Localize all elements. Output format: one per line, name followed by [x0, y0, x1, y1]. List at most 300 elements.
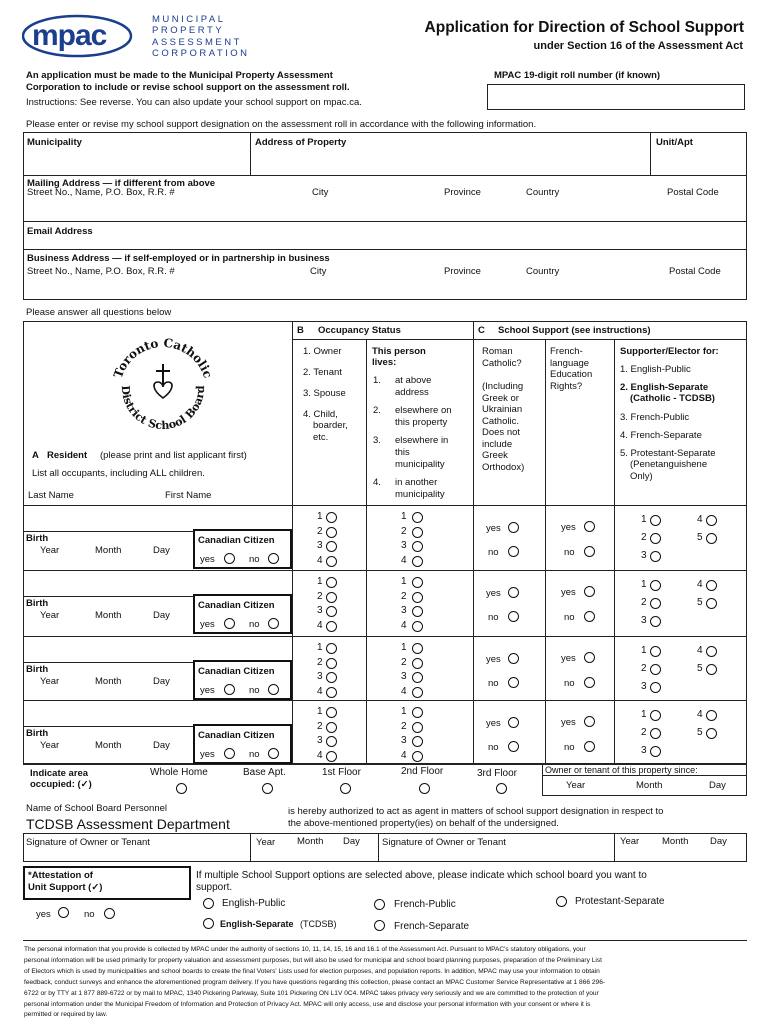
- status-number: 1: [317, 511, 323, 522]
- sign-day-field[interactable]: Day: [343, 836, 360, 847]
- area-option-radio[interactable]: [419, 783, 430, 794]
- status-number: 2: [317, 525, 323, 537]
- business-province-field[interactable]: Province: [444, 266, 481, 277]
- lives-radio[interactable]: [412, 541, 423, 552]
- lives-radio[interactable]: [412, 621, 423, 632]
- lives-title: This person: [372, 346, 426, 357]
- lives-radio[interactable]: [412, 643, 423, 654]
- birth-day-field[interactable]: Day: [153, 545, 170, 556]
- supporter-option: 2. English-Separate: [620, 382, 709, 393]
- citizen-no-radio[interactable]: [268, 553, 279, 564]
- lives-number: 1: [401, 511, 407, 522]
- privacy-line: personal information will be used primarily for property valuation and assessment purposes, but will also be used for municipal and school board planning purposes, preparation of the Preliminary List: [24, 956, 602, 964]
- lives-option: this property: [395, 417, 448, 428]
- lives-radio[interactable]: [412, 512, 423, 523]
- supporter-option: (Catholic - TCDSB): [630, 393, 715, 404]
- first-name-header: First Name: [165, 490, 212, 501]
- fr-line: Rights?: [550, 380, 583, 392]
- fr-no-radio[interactable]: [584, 741, 595, 752]
- attest-no-radio[interactable]: [104, 908, 115, 919]
- lives-number: 4: [401, 685, 407, 697]
- lives-option: this: [395, 447, 410, 458]
- fr-yes-radio[interactable]: [584, 716, 595, 727]
- fr-yes-radio[interactable]: [584, 652, 595, 663]
- privacy-line: The personal information that you provide is collected by MPAC under the authority of sections 10, 11, 14, 15, 16 and 16.1 of the Assessment Act. Pursuant to MPAC's statutory obligations, your: [24, 946, 586, 953]
- privacy-line: of Electors which is used by municipalities and school boards to create the final Voters' Lists used for election purposes, and population reports. In addition, MPAC may use your information to obtain: [24, 967, 600, 975]
- rc-yes-label: yes: [486, 654, 501, 665]
- status-number: 4: [317, 554, 323, 566]
- supporter-radio[interactable]: [706, 580, 717, 591]
- rc-no-radio[interactable]: [508, 611, 519, 622]
- sign-day-field-2[interactable]: Day: [710, 836, 727, 847]
- lives-option: 4.: [373, 477, 381, 488]
- status-option: 1. Owner: [303, 346, 342, 357]
- status-radio[interactable]: [326, 577, 337, 588]
- rc-line: Ukrainian: [482, 404, 523, 415]
- signature-owner-field[interactable]: Signature of Owner or Tenant: [26, 837, 150, 848]
- supporter-number: 3: [641, 745, 647, 756]
- mailing-city-field[interactable]: City: [312, 187, 329, 198]
- supporter-radio[interactable]: [706, 664, 717, 675]
- section-c-title: School Support (see instructions): [498, 325, 651, 336]
- roll-number-input[interactable]: [487, 84, 745, 110]
- area-option-label: 1st Floor: [322, 767, 361, 778]
- mailing-street-field[interactable]: Street No., Name, P.O. Box, R.R. #: [27, 187, 175, 198]
- fr-no-label: no: [564, 547, 575, 558]
- birth-year-field[interactable]: Year: [40, 610, 60, 621]
- lives-number: 1: [401, 706, 407, 717]
- supporter-number: 4: [697, 579, 703, 590]
- table-row: [0, 505, 770, 570]
- agent-name[interactable]: TCDSB Assessment Department: [26, 816, 230, 832]
- fr-no-label: no: [564, 742, 575, 753]
- supporter-radio[interactable]: [650, 598, 661, 609]
- supporter-option: 4. French-Separate: [620, 430, 702, 441]
- citizen-yes-label: yes: [200, 619, 215, 630]
- lives-number: 2: [401, 656, 407, 668]
- since-month-field[interactable]: Month: [636, 780, 663, 791]
- supporter-radio[interactable]: [650, 728, 661, 739]
- status-radio[interactable]: [326, 751, 337, 762]
- fr-yes-label: yes: [561, 522, 576, 533]
- occupants-note: List all occupants, including ALL children.: [32, 468, 205, 479]
- intro-line2: Corporation to include or revise school support on the assessment roll.: [26, 82, 350, 93]
- attest-yes-label: yes: [36, 909, 51, 920]
- resident-label: A: [32, 450, 39, 461]
- rc-no-radio[interactable]: [508, 677, 519, 688]
- status-number: 2: [317, 656, 323, 668]
- rc-line: Catholic?: [482, 357, 522, 369]
- lives-title: lives:: [372, 357, 397, 368]
- status-radio[interactable]: [326, 722, 337, 733]
- birth-year-field[interactable]: Year: [40, 740, 60, 751]
- roll-number-label: MPAC 19-digit roll number (if known): [494, 70, 661, 81]
- designation-line: Please enter or revise my school support designation on the assessment roll in accordance with the following information.: [26, 119, 537, 130]
- supporter-option: (Penetanguishene: [630, 459, 708, 470]
- citizen-yes-label: yes: [200, 749, 215, 760]
- tcdsb-stamp: [108, 338, 218, 438]
- lives-radio[interactable]: [412, 606, 423, 617]
- page-title: Application for Direction of School Support: [424, 19, 744, 36]
- rc-no-radio[interactable]: [508, 546, 519, 557]
- lives-radio[interactable]: [412, 722, 423, 733]
- fr-no-radio[interactable]: [584, 611, 595, 622]
- supporter-number: 1: [641, 645, 647, 656]
- status-number: 1: [317, 642, 323, 653]
- attestation-title: *Attestation of: [28, 870, 93, 881]
- rc-no-label: no: [488, 547, 499, 558]
- supporter-number: 3: [641, 550, 647, 561]
- agent-label: Name of School Board Personnel: [26, 803, 167, 814]
- rc-yes-radio[interactable]: [508, 587, 519, 598]
- org-line: CORPORATION: [152, 48, 250, 60]
- supporter-option: 1. English-Public: [620, 364, 691, 375]
- questions-intro: Please answer all questions below: [26, 307, 172, 318]
- section-c-label: C: [478, 325, 485, 336]
- birth-month-field[interactable]: Month: [95, 740, 122, 751]
- lives-number: 2: [401, 525, 407, 537]
- lives-number: 3: [401, 540, 407, 551]
- citizen-no-radio[interactable]: [268, 618, 279, 629]
- area-option-label: Base Apt.: [243, 767, 286, 778]
- lives-option: in another: [395, 477, 438, 488]
- lives-radio[interactable]: [412, 672, 423, 683]
- resident-note: (please print and list applicant first): [100, 450, 247, 461]
- attest-yes-radio[interactable]: [58, 907, 69, 918]
- supporter-number: 5: [697, 727, 703, 738]
- lives-option: elsewhere in: [395, 435, 449, 446]
- supporter-radio[interactable]: [650, 664, 661, 675]
- attest-french-public-radio[interactable]: [374, 899, 385, 910]
- status-number: 2: [317, 720, 323, 732]
- citizen-yes-label: yes: [200, 554, 215, 565]
- mailing-postal-field[interactable]: Postal Code: [667, 187, 719, 198]
- supporter-radio[interactable]: [706, 710, 717, 721]
- lives-number: 4: [401, 749, 407, 761]
- business-postal-field[interactable]: Postal Code: [669, 266, 721, 277]
- unit-apt-field[interactable]: Unit/Apt: [656, 137, 693, 148]
- supporter-number: 2: [641, 727, 647, 738]
- table-row: [0, 570, 770, 636]
- status-number: 4: [317, 749, 323, 761]
- status-radio[interactable]: [326, 606, 337, 617]
- table-row: [0, 700, 770, 764]
- supporter-option: Only): [630, 471, 653, 482]
- attest-option-label: (TCDSB): [300, 919, 337, 929]
- attest-french-separate-radio[interactable]: [374, 920, 385, 931]
- status-option: etc.: [313, 432, 329, 443]
- birth-label: Birth: [26, 598, 49, 609]
- lives-number: 3: [401, 605, 407, 616]
- supporter-title: Supporter/Elector for:: [620, 346, 719, 357]
- area-option-label: Whole Home: [150, 767, 208, 778]
- logo-text: mpac: [32, 19, 107, 52]
- supporter-radio[interactable]: [650, 646, 661, 657]
- supporter-number: 1: [641, 579, 647, 590]
- resident-title: Resident: [47, 450, 88, 461]
- sign-year-field-2[interactable]: Year: [620, 836, 640, 847]
- supporter-radio[interactable]: [706, 515, 717, 526]
- org-name: [152, 14, 250, 60]
- since-day-field[interactable]: Day: [709, 780, 726, 791]
- status-option: 2. Tenant: [303, 367, 342, 378]
- rc-line: (Including: [482, 381, 524, 392]
- rc-line: Catholic.: [482, 415, 519, 427]
- rc-yes-radio[interactable]: [508, 653, 519, 664]
- citizen-no-radio[interactable]: [268, 684, 279, 695]
- attest-option-label: English-Public: [222, 898, 286, 909]
- citizen-yes-label: yes: [200, 685, 215, 696]
- attestation-title: Unit Support (✓): [28, 882, 103, 893]
- attest-no-label: no: [84, 909, 95, 920]
- status-radio[interactable]: [326, 512, 337, 523]
- lives-radio[interactable]: [412, 592, 423, 603]
- status-option: 4. Child,: [303, 409, 338, 420]
- business-country-field[interactable]: Country: [526, 266, 560, 277]
- citizen-no-label: no: [249, 749, 260, 760]
- supporter-option: 3. French-Public: [620, 412, 690, 423]
- citizen-label: Canadian Citizen: [198, 600, 275, 611]
- citizen-yes-radio[interactable]: [224, 748, 235, 759]
- rc-yes-label: yes: [486, 523, 501, 534]
- birth-day-field[interactable]: Day: [153, 676, 170, 687]
- attest-protestant-separate-radio[interactable]: [556, 896, 567, 907]
- area-label: Indicate area: [30, 768, 89, 779]
- citizen-no-label: no: [249, 554, 260, 565]
- lives-option: address: [395, 387, 429, 398]
- rc-line: Greek: [482, 450, 508, 461]
- supporter-radio[interactable]: [706, 533, 717, 544]
- supporter-radio[interactable]: [706, 646, 717, 657]
- citizen-no-label: no: [249, 685, 260, 696]
- sign-month-field[interactable]: Month: [297, 836, 324, 847]
- lives-radio[interactable]: [412, 658, 423, 669]
- section-b-label: B: [297, 325, 304, 336]
- fr-yes-radio[interactable]: [584, 521, 595, 532]
- mailing-title: Mailing Address — if different from above: [27, 178, 216, 189]
- lives-option: elsewhere on: [395, 405, 452, 416]
- org-line: PROPERTY: [152, 25, 225, 37]
- supporter-radio[interactable]: [650, 746, 661, 757]
- supporter-number: 3: [641, 681, 647, 692]
- lives-radio[interactable]: [412, 736, 423, 747]
- lives-option: 1.: [373, 375, 381, 386]
- lives-radio[interactable]: [412, 751, 423, 762]
- supporter-number: 4: [697, 709, 703, 720]
- rc-no-label: no: [488, 612, 499, 623]
- status-radio[interactable]: [326, 672, 337, 683]
- lives-number: 2: [401, 590, 407, 602]
- rc-no-label: no: [488, 742, 499, 753]
- rc-line: Roman: [482, 346, 513, 357]
- lives-number: 1: [401, 576, 407, 587]
- supporter-radio[interactable]: [650, 710, 661, 721]
- status-radio[interactable]: [326, 541, 337, 552]
- citizen-yes-radio[interactable]: [224, 553, 235, 564]
- supporter-number: 2: [641, 532, 647, 543]
- sign-month-field-2[interactable]: Month: [662, 836, 689, 847]
- page-subtitle: under Section 16 of the Assessment Act: [533, 40, 743, 52]
- lives-number: 4: [401, 554, 407, 566]
- supporter-number: 5: [697, 663, 703, 674]
- business-city-field[interactable]: City: [310, 266, 327, 277]
- property-address-field[interactable]: Address of Property: [255, 137, 347, 148]
- area-option-radio[interactable]: [496, 783, 507, 794]
- french-rights-text: [550, 346, 592, 392]
- citizen-yes-radio[interactable]: [224, 684, 235, 695]
- birth-day-field[interactable]: Day: [153, 740, 170, 751]
- tcdsb-cross-heart-icon: [108, 338, 218, 438]
- fr-yes-radio[interactable]: [584, 586, 595, 597]
- roman-catholic-text: [482, 346, 524, 473]
- birth-month-field[interactable]: Month: [95, 676, 122, 687]
- lives-number: 3: [401, 671, 407, 682]
- status-radio[interactable]: [326, 527, 337, 538]
- supporter-number: 1: [641, 709, 647, 720]
- sign-year-field[interactable]: Year: [256, 837, 276, 848]
- attest-english-public-radio[interactable]: [203, 898, 214, 909]
- instructions-text: Instructions: See reverse. You can also update your school support on mpac.ca.: [26, 97, 362, 108]
- status-radio[interactable]: [326, 707, 337, 718]
- status-option: boarder,: [313, 420, 348, 431]
- birth-year-field[interactable]: Year: [40, 676, 60, 687]
- area-option-radio[interactable]: [262, 783, 273, 794]
- area-option-radio[interactable]: [340, 783, 351, 794]
- lives-radio[interactable]: [412, 556, 423, 567]
- supporter-radio[interactable]: [650, 551, 661, 562]
- supporter-radio[interactable]: [650, 533, 661, 544]
- status-number: 4: [317, 685, 323, 697]
- fr-no-radio[interactable]: [584, 677, 595, 688]
- birth-day-field[interactable]: Day: [153, 610, 170, 621]
- business-street-field[interactable]: Street No., Name, P.O. Box, R.R. #: [27, 266, 175, 277]
- rc-no-radio[interactable]: [508, 741, 519, 752]
- rc-yes-radio[interactable]: [508, 522, 519, 533]
- supporter-number: 2: [641, 663, 647, 674]
- intro-line1: An application must be made to the Municipal Property Assessment: [26, 70, 333, 81]
- privacy-line: feedback, conduct surveys and enhance the aforementioned program delivery. If you have questions regarding this collection, please contact an MPAC Customer Service Representative at 1 866 296-: [24, 978, 606, 986]
- status-option: 3. Spouse: [303, 388, 346, 399]
- fr-yes-label: yes: [561, 587, 576, 598]
- rc-yes-radio[interactable]: [508, 717, 519, 728]
- supporter-radio[interactable]: [650, 682, 661, 693]
- agent-text: is hereby authorized to act as agent in matters of school support designation in respect to: [288, 806, 664, 817]
- lives-number: 3: [401, 735, 407, 746]
- area-option-label: 3rd Floor: [477, 768, 518, 779]
- status-number: 3: [317, 540, 323, 551]
- signature-owner-field-2[interactable]: Signature of Owner or Tenant: [382, 837, 506, 848]
- fr-no-radio[interactable]: [584, 546, 595, 557]
- supporter-number: 2: [641, 597, 647, 608]
- lives-radio[interactable]: [412, 527, 423, 538]
- birth-month-field[interactable]: Month: [95, 545, 122, 556]
- citizen-yes-radio[interactable]: [224, 618, 235, 629]
- privacy-line: personal information under the Municipal Freedom of Information and Protection of Privacy Act. MPAC will only access, use and disclose your personal information with your consent or where it is: [24, 1000, 591, 1008]
- supporter-radio[interactable]: [650, 616, 661, 627]
- lives-number: 1: [401, 642, 407, 653]
- supporter-radio[interactable]: [706, 728, 717, 739]
- attest-option-label: Protestant-Separate: [575, 896, 665, 907]
- rc-no-label: no: [488, 678, 499, 689]
- status-radio[interactable]: [326, 658, 337, 669]
- lives-number: 2: [401, 720, 407, 732]
- supporter-number: 5: [697, 532, 703, 543]
- fr-yes-label: yes: [561, 717, 576, 728]
- mailing-province-field[interactable]: Province: [444, 187, 481, 198]
- attest-english-separate-radio[interactable]: [203, 918, 214, 929]
- status-number: 4: [317, 619, 323, 631]
- lives-option: 2.: [373, 405, 381, 416]
- area-option-radio[interactable]: [176, 783, 187, 794]
- municipality-field[interactable]: Municipality: [27, 137, 82, 148]
- attest-option-label: English-Separate: [220, 919, 294, 929]
- area-label: occupied: (✓): [30, 779, 92, 790]
- fr-line: language: [550, 357, 590, 369]
- attest-option-label: French-Separate: [394, 921, 470, 932]
- rc-yes-label: yes: [486, 588, 501, 599]
- status-radio[interactable]: [326, 687, 337, 698]
- supporter-number: 3: [641, 615, 647, 626]
- status-number: 2: [317, 590, 323, 602]
- lives-radio[interactable]: [412, 687, 423, 698]
- email-field[interactable]: Email Address: [27, 226, 93, 237]
- stamp-top-text: Toronto Catholic: [110, 338, 216, 380]
- fr-line: French-: [550, 346, 583, 357]
- privacy-line: 6722 or by TTY at 1 877 889-6722 or by mail to MPAC, 1340 Pickering Parkway, Suite 101 Pickering ON L1V 0C4. MPAC takes privacy very seriously and we are committed to the protection of your: [24, 989, 599, 997]
- rc-yes-label: yes: [486, 718, 501, 729]
- table-row: [0, 636, 770, 700]
- privacy-notice: [24, 945, 748, 1021]
- birth-label: Birth: [26, 728, 49, 739]
- fr-no-label: no: [564, 612, 575, 623]
- status-radio[interactable]: [326, 592, 337, 603]
- status-radio[interactable]: [326, 556, 337, 567]
- rc-line: Orthodox): [482, 461, 525, 473]
- supporter-radio[interactable]: [650, 580, 661, 591]
- birth-month-field[interactable]: Month: [95, 610, 122, 621]
- supporter-radio[interactable]: [650, 515, 661, 526]
- status-number: 3: [317, 605, 323, 616]
- supporter-radio[interactable]: [706, 598, 717, 609]
- since-year-field[interactable]: Year: [566, 780, 586, 791]
- supporter-number: 1: [641, 514, 647, 525]
- status-radio[interactable]: [326, 736, 337, 747]
- lives-radio[interactable]: [412, 577, 423, 588]
- privacy-line: permitted or required by law.: [24, 1011, 108, 1019]
- status-radio[interactable]: [326, 621, 337, 632]
- citizen-label: Canadian Citizen: [198, 730, 275, 741]
- mailing-country-field[interactable]: Country: [526, 187, 560, 198]
- status-radio[interactable]: [326, 643, 337, 654]
- birth-label: Birth: [26, 533, 49, 544]
- rc-line: include: [482, 438, 513, 450]
- citizen-no-label: no: [249, 619, 260, 630]
- mpac-logo: [22, 14, 138, 58]
- citizen-no-radio[interactable]: [268, 748, 279, 759]
- citizen-label: Canadian Citizen: [198, 535, 275, 546]
- birth-year-field[interactable]: Year: [40, 545, 60, 556]
- birth-label: Birth: [26, 664, 49, 675]
- lives-option: municipality: [395, 459, 445, 470]
- supporter-number: 4: [697, 514, 703, 525]
- area-option-label: 2nd Floor: [401, 766, 444, 777]
- fr-line: Education: [550, 369, 593, 380]
- section-b-title: Occupancy Status: [318, 325, 401, 336]
- lives-radio[interactable]: [412, 707, 423, 718]
- owner-since-label: Owner or tenant of this property since:: [545, 765, 698, 775]
- citizen-label: Canadian Citizen: [198, 666, 275, 677]
- rc-line: Does not: [482, 427, 521, 438]
